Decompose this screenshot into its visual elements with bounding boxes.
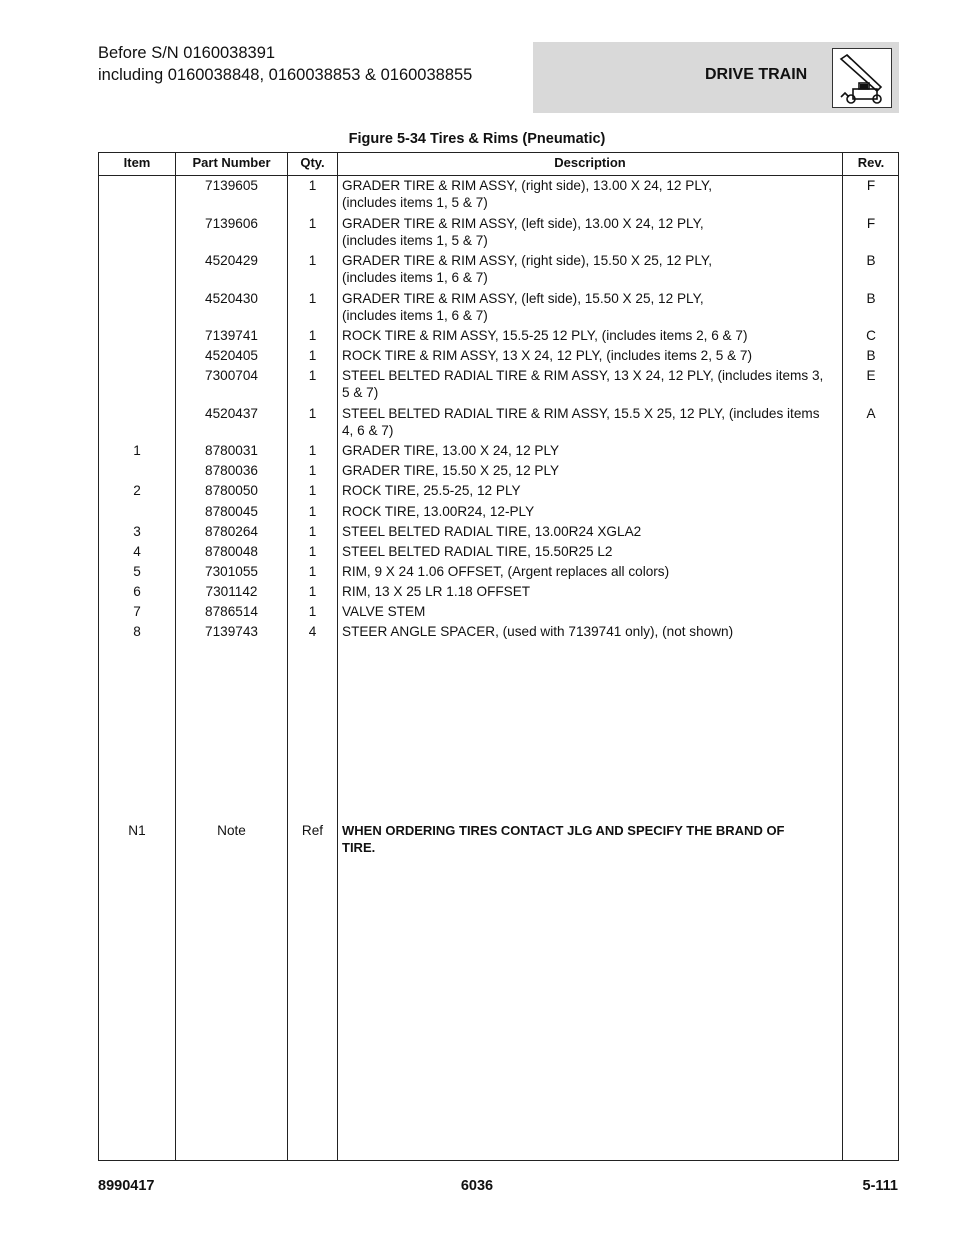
part-number-cell: 4520405 <box>205 348 258 364</box>
section-title: DRIVE TRAIN <box>705 66 808 83</box>
item-cell: 3 <box>133 523 141 539</box>
rev-cell: B <box>866 348 876 364</box>
table-header <box>99 153 898 176</box>
rev-cell: E <box>866 368 876 384</box>
description-line-1: ROCK TIRE, 25.5-25, 12 PLY <box>342 483 521 499</box>
part-number-cell: 4520429 <box>205 253 258 268</box>
description-line-1: GRADER TIRE, 15.50 X 25, 12 PLY <box>342 463 560 479</box>
note-qty: Ref <box>301 823 324 838</box>
qty-cell: 1 <box>308 443 317 459</box>
rev-cell: B <box>866 253 876 268</box>
item-cell: 7 <box>133 604 141 619</box>
description-cell <box>342 603 842 620</box>
description-cell <box>342 347 842 364</box>
description-cell <box>342 543 842 560</box>
description-line-2: (includes items 1, 6 & 7) <box>342 307 488 323</box>
qty-cell: 1 <box>308 328 317 343</box>
footer-doc-number: 8990417 <box>98 1178 155 1194</box>
description-line-1: STEEL BELTED RADIAL TIRE & RIM ASSY, 15.5 X 25, 12 PLY, (includes items <box>342 405 820 421</box>
footer-page-number: 5-111 <box>862 1178 898 1194</box>
header-rev: Rev. <box>857 155 885 170</box>
header-item: Item <box>123 155 151 170</box>
part-number-cell: 4520437 <box>205 405 258 421</box>
description-line-1: GRADER TIRE & RIM ASSY, (right side), 15.50 X 25, 12 PLY, <box>342 253 712 268</box>
description-line-2: (includes items 1, 5 & 7) <box>342 195 488 210</box>
note-part: Note <box>217 823 246 838</box>
part-number-cell: 7139741 <box>205 328 258 343</box>
description-line-1: RIM, 13 X 25 LR 1.18 OFFSET <box>342 583 531 599</box>
description-line-2: (includes items 1, 5 & 7) <box>342 232 488 248</box>
header-part-number: Part Number <box>192 155 271 170</box>
part-number-cell: 7139743 <box>205 624 258 640</box>
note-description <box>342 822 842 856</box>
item-cell: 1 <box>133 443 141 459</box>
qty-cell: 4 <box>308 624 317 640</box>
telehandler-icon <box>832 48 892 108</box>
qty-cell: 1 <box>308 178 317 193</box>
footer-model: 6036 <box>460 1178 494 1194</box>
note-item: N1 <box>128 823 146 838</box>
description-line-1: GRADER TIRE & RIM ASSY, (right side), 13.00 X 24, 12 PLY, <box>342 178 712 193</box>
qty-cell: 1 <box>308 543 317 559</box>
qty-cell: 1 <box>308 563 317 579</box>
parts-table <box>98 152 899 1161</box>
part-number-cell: 8780264 <box>205 523 258 539</box>
item-cell: 6 <box>133 583 141 599</box>
description-cell <box>342 405 842 439</box>
qty-cell: 1 <box>308 604 317 619</box>
description-line-1: ROCK TIRE, 13.00R24, 12-PLY <box>342 503 535 519</box>
part-number-cell: 7300704 <box>205 368 258 384</box>
part-number-cell: 8780048 <box>205 543 258 559</box>
part-number-cell: 7139605 <box>205 178 258 193</box>
serial-number-info <box>98 42 472 86</box>
header-description: Description <box>554 155 626 170</box>
item-cell: 5 <box>133 563 141 579</box>
figure-title: Figure 5-34 Tires & Rims (Pneumatic) <box>348 131 606 147</box>
description-cell <box>342 252 842 286</box>
description-line-2: 4, 6 & 7) <box>342 422 394 438</box>
description-cell <box>342 623 842 640</box>
rev-cell: B <box>866 290 876 306</box>
description-line-1: STEEL BELTED RADIAL TIRE & RIM ASSY, 13 X 24, 12 PLY, (includes items 3, <box>342 368 824 384</box>
rev-cell: C <box>866 328 876 343</box>
qty-cell: 1 <box>308 503 317 519</box>
note-line-2: TIRE. <box>342 840 376 855</box>
description-line-1: RIM, 9 X 24 1.06 OFFSET, (Argent replaces all colors) <box>342 563 670 579</box>
part-number-cell: 8780031 <box>205 443 258 459</box>
rev-cell: A <box>866 405 876 421</box>
description-cell <box>342 503 842 520</box>
description-line-1: VALVE STEM <box>342 604 426 619</box>
description-cell <box>342 583 842 600</box>
qty-cell: 1 <box>308 368 317 384</box>
qty-cell: 1 <box>308 523 317 539</box>
description-cell <box>342 215 842 249</box>
description-line-1: STEEL BELTED RADIAL TIRE, 13.00R24 XGLA2 <box>342 523 642 539</box>
item-cell: 2 <box>133 483 141 499</box>
item-cell: 8 <box>133 624 141 640</box>
description-cell <box>342 523 842 540</box>
qty-cell: 1 <box>308 463 317 479</box>
rev-cell: F <box>866 215 876 231</box>
qty-cell: 1 <box>308 215 317 231</box>
column-divider <box>337 153 338 1160</box>
description-cell <box>342 327 842 344</box>
description-cell <box>342 482 842 499</box>
part-number-cell: 7301055 <box>205 563 258 579</box>
qty-cell: 1 <box>308 405 317 421</box>
part-number-cell: 8780050 <box>205 483 258 499</box>
description-line-2: 5 & 7) <box>342 385 379 401</box>
qty-cell: 1 <box>308 583 317 599</box>
header-qty: Qty. <box>300 155 325 170</box>
description-cell <box>342 177 842 211</box>
serial-line-2: including 0160038848, 0160038853 & 0160038855 <box>98 66 473 84</box>
qty-cell: 1 <box>308 483 317 499</box>
part-number-cell: 8780036 <box>205 463 258 479</box>
item-cell: 4 <box>133 543 141 559</box>
description-line-1: ROCK TIRE & RIM ASSY, 15.5-25 12 PLY, (includes items 2, 6 & 7) <box>342 328 748 343</box>
description-line-1: ROCK TIRE & RIM ASSY, 13 X 24, 12 PLY, (includes items 2, 5 & 7) <box>342 348 753 364</box>
description-line-1: GRADER TIRE, 13.00 X 24, 12 PLY <box>342 443 560 459</box>
description-cell <box>342 442 842 459</box>
part-number-cell: 7301142 <box>205 583 258 599</box>
serial-line-1: Before S/N 0160038391 <box>98 44 276 62</box>
qty-cell: 1 <box>308 348 317 364</box>
description-cell <box>342 462 842 479</box>
part-number-cell: 7139606 <box>205 215 258 231</box>
qty-cell: 1 <box>308 290 317 306</box>
description-line-1: GRADER TIRE & RIM ASSY, (left side), 13.00 X 24, 12 PLY, <box>342 215 704 231</box>
description-line-1: GRADER TIRE & RIM ASSY, (left side), 15.50 X 25, 12 PLY, <box>342 290 704 306</box>
note-line-1: WHEN ORDERING TIRES CONTACT JLG AND SPECIFY THE BRAND OF <box>342 823 785 838</box>
part-number-cell: 4520430 <box>205 290 258 306</box>
description-cell <box>342 563 842 580</box>
part-number-cell: 8780045 <box>205 503 258 519</box>
description-line-1: STEER ANGLE SPACER, (used with 7139741 only), (not shown) <box>342 624 734 640</box>
description-line-1: STEEL BELTED RADIAL TIRE, 15.50R25 L2 <box>342 543 613 559</box>
description-line-2: (includes items 1, 6 & 7) <box>342 270 488 285</box>
part-number-cell: 8786514 <box>205 604 258 619</box>
rev-cell: F <box>866 178 876 193</box>
section-header <box>533 42 899 113</box>
qty-cell: 1 <box>308 253 317 268</box>
description-cell <box>342 290 842 324</box>
description-cell <box>342 367 842 401</box>
